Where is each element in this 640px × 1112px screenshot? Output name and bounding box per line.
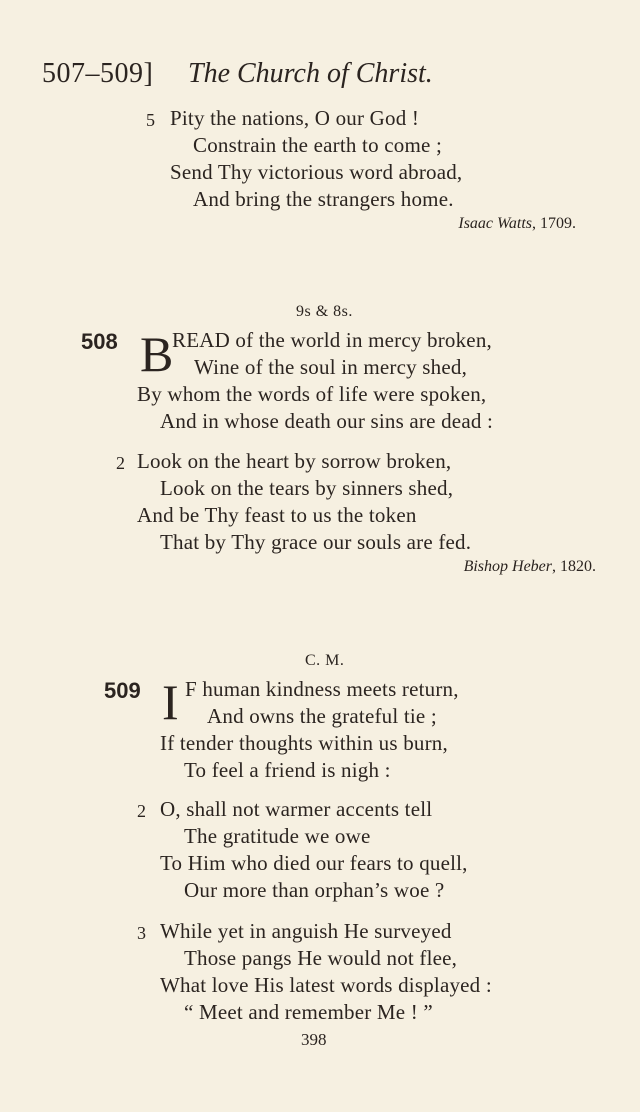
verse-line: And owns the grateful tie ; [207, 704, 437, 728]
verse-line: And bring the strangers home. [193, 187, 454, 211]
author-name: Isaac Watts [458, 215, 532, 232]
verse-line: READ of the world in mercy broken, [172, 328, 492, 352]
verse-line: The gratitude we owe [184, 824, 371, 848]
hymn-range-header: 507–509] [42, 58, 154, 89]
drop-cap: B [140, 326, 174, 382]
verse-line: To Him who died our fears to quell, [160, 851, 468, 875]
verse-line: F human kindness meets return, [185, 677, 459, 701]
verse-line: What love His latest words displayed : [160, 973, 492, 997]
verse-line: Pity the nations, O our God ! [170, 106, 420, 130]
author-year: , 1820. [552, 558, 596, 575]
verse-number: 3 [137, 923, 146, 943]
verse-line: Look on the heart by sorrow broken, [137, 449, 452, 473]
verse-line: That by Thy grace our souls are fed. [160, 530, 472, 554]
verse-number: 5 [146, 110, 155, 130]
verse-number: 2 [116, 453, 125, 473]
verse-number: 2 [137, 801, 146, 821]
verse-line: To feel a friend is nigh : [184, 758, 391, 782]
author-attribution [458, 215, 576, 233]
author-attribution [464, 558, 596, 576]
author-name: Bishop Heber [463, 558, 552, 575]
running-title: The Church of Christ. [188, 58, 433, 89]
verse-line: Our more than orphan’s woe ? [184, 878, 445, 902]
verse-line: By whom the words of life were spoken, [137, 382, 487, 406]
verse-line: Those pangs He would not flee, [184, 946, 458, 970]
verse-line: Constrain the earth to come ; [193, 133, 442, 157]
verse-line: “ Meet and remember Me ! ” [184, 1000, 433, 1024]
hymn-number: 508 [81, 329, 118, 354]
author-year: , 1709. [532, 215, 576, 232]
hymn-meter: 9s & 8s. [296, 303, 353, 320]
hymn-meter: C. M. [305, 652, 345, 669]
verse-line: Send Thy victorious word abroad, [170, 160, 463, 184]
verse-line: And in whose death our sins are dead : [160, 409, 494, 433]
drop-cap: I [162, 674, 179, 730]
verse-line: While yet in anguish He surveyed [160, 919, 452, 943]
verse-line: If tender thoughts within us burn, [160, 731, 448, 755]
verse-line: Wine of the soul in mercy shed, [194, 355, 468, 379]
verse-line: And be Thy feast to us the token [137, 503, 417, 527]
verse-line: O, shall not warmer accents tell [160, 797, 433, 821]
verse-line: Look on the tears by sinners shed, [160, 476, 454, 500]
hymn-number: 509 [104, 678, 141, 703]
page-number: 398 [301, 1030, 327, 1049]
